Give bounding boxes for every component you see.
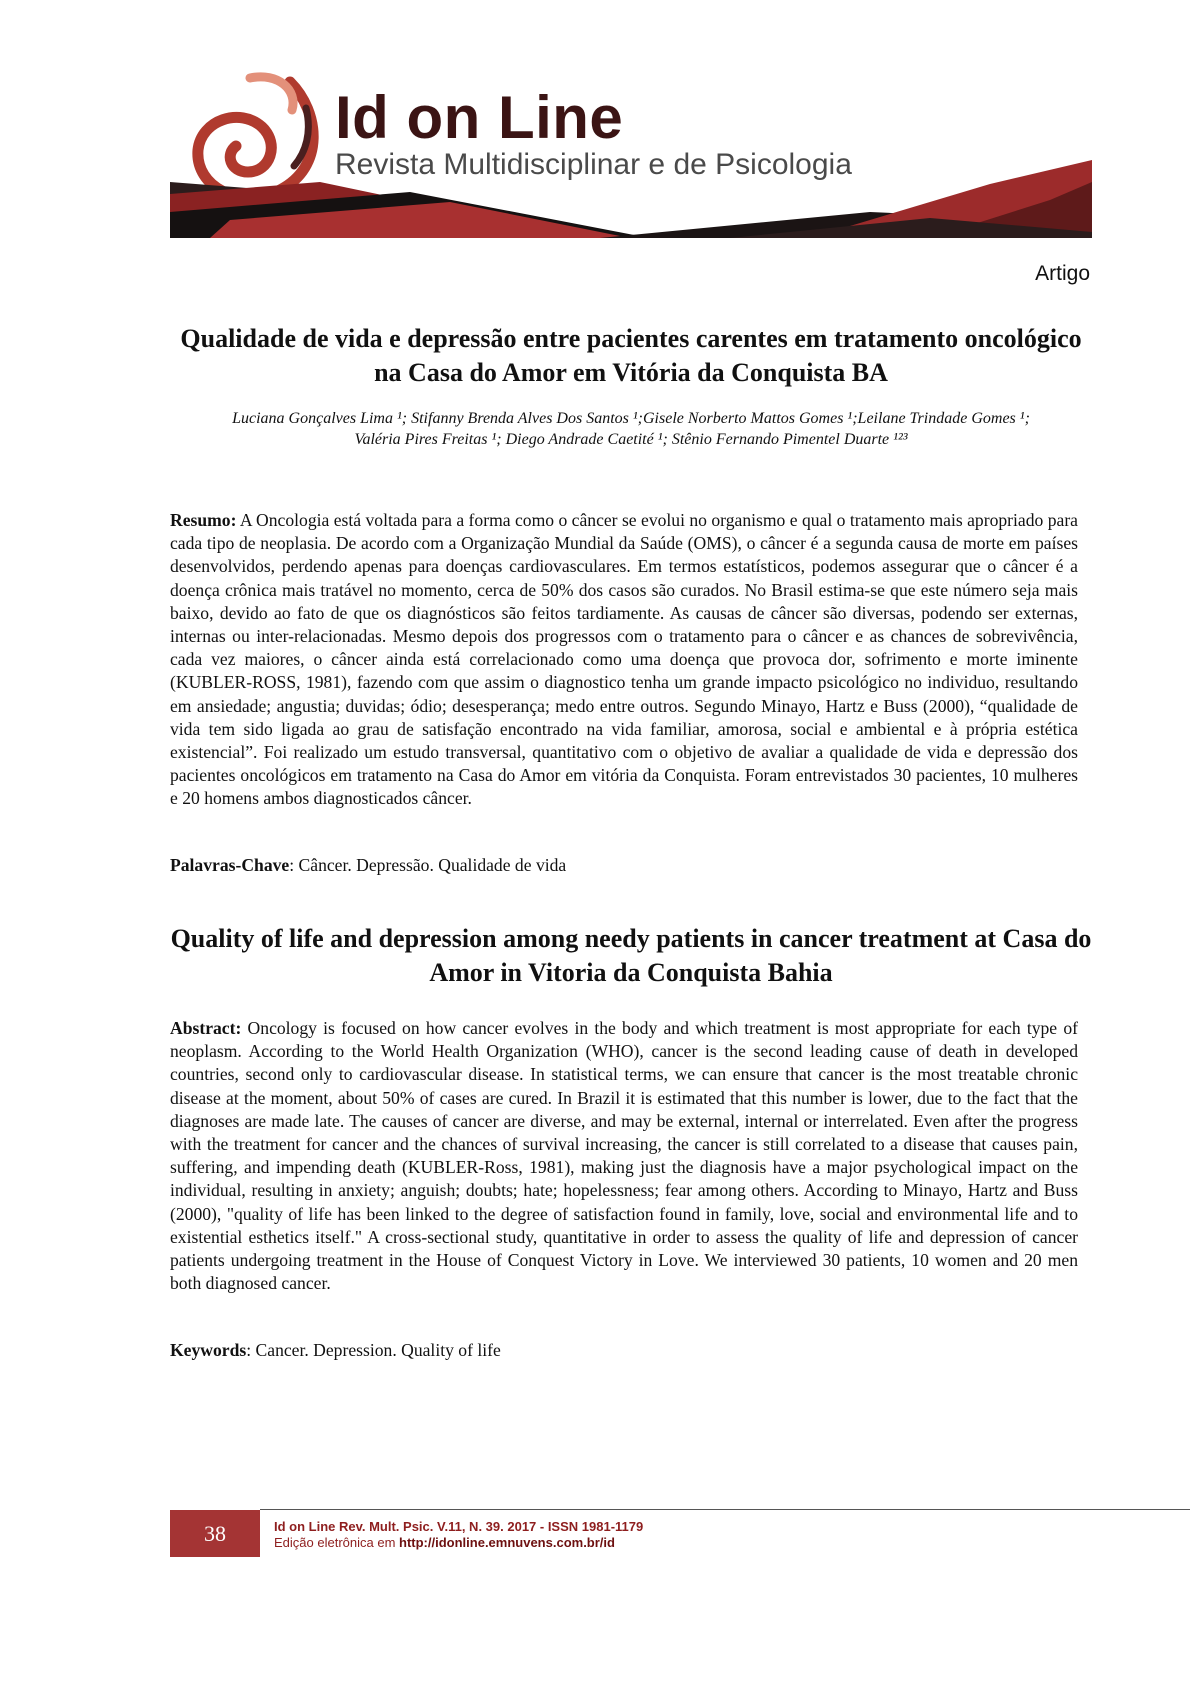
footer-edition-prefix: Edição eletrônica em xyxy=(274,1535,400,1550)
keywords-pt-label: Palavras-Chave xyxy=(170,855,290,875)
journal-header xyxy=(170,72,1092,238)
journal-logo-subtitle: Revista Multidisciplinar e de Psicologia xyxy=(335,148,852,181)
title-english: Quality of life and depression among needy patients in cancer treatment at Casa do Amor in Vitoria da Conquista Bahia xyxy=(170,924,1092,987)
keywords-portuguese xyxy=(170,854,1078,877)
keywords-en-text: : Cancer. Depression. Quality of life xyxy=(246,1340,501,1360)
abstract-english xyxy=(170,1017,1078,1295)
article-type-label: Artigo xyxy=(1035,262,1090,285)
page-footer xyxy=(170,1509,1190,1557)
page-number: 38 xyxy=(170,1510,260,1557)
footer-url-link[interactable]: http://idonline.emnuvens.com.br/id xyxy=(399,1535,615,1550)
keywords-english xyxy=(170,1339,1078,1362)
journal-logo-title: Id on Line xyxy=(335,84,624,151)
abstract-en-label: Abstract: xyxy=(170,1018,242,1038)
authors-line-1: Luciana Gonçalves Lima ¹; Stifanny Brenda Alves Dos Santos ¹;Gisele Norberto Mattos Gomes ¹;Leilane Trindade Gomes ¹; xyxy=(232,410,1030,427)
abstract-pt-text: A Oncologia está voltada para a forma como o câncer se evolui no organismo e qual o tratamento mais apropriado para cada tipo de neoplasia. De acordo com a Organização Mundial da Saúde (OMS), o câncer é a segunda causa de morte em países desenvolvidos, perdendo apenas para doenças cardiovasculares. Em termos estatísticos, podemos assegurar que o câncer é a doença crônica mais tratável no momento, cerca de 50% dos casos são curados. No Brasil estima-se que este número seja mais baixo, devido ao fato de que os diagnósticos são feitos tardiamente. As causas de câncer são diversas, podendo ser externas, internas ou inter-relacionadas. Mesmo depois dos progressos com o tratamento para o câncer e as chances de sobrevivência, cada vez maiores, o câncer ainda está correlacionado como uma doença que provoca dor, sofrimento e morte iminente (KUBLER-ROSS, 1981), fazendo com que assim o diagnostico tenha um grande impacto psicológico no individuo, resultando em ansiedade; angustia; duvidas; ódio; desesperança; medo entre outros. Segundo Minayo, Hartz e Buss (2000), “qualidade de vida tem sido ligada ao grau de satisfação encontrado na vida familiar, amorosa, social e ambiental e à própria estética existencial”. Foi realizado um estudo transversal, quantitativo com o objetivo de avaliar a qualidade de vida e depressão dos pacientes oncológicos em tratamento na Casa do Amor em vitória da Conquista. Foram entrevistados 30 pacientes, 10 mulheres e 20 homens ambos diagnosticados câncer. xyxy=(170,510,1078,809)
footer-journal-info: Id on Line Rev. Mult. Psic. V.11, N. 39. 2017 - ISSN 1981-1179 xyxy=(274,1519,644,1534)
footer-edition xyxy=(274,1535,643,1551)
footer-divider xyxy=(260,1509,1190,1510)
spiral-logo-icon xyxy=(198,77,313,198)
keywords-en-label: Keywords xyxy=(170,1340,247,1360)
abstract-en-text: Oncology is focused on how cancer evolves in the body and which treatment is most appropriate for each type of neoplasm. According to the World Health Organization (WHO), cancer is the second leading cause of death in developed countries, second only to cardiovascular disease. In statistical terms, we can ensure that cancer is the most treatable chronic disease at the moment, about 50% of cases are cured. In Brazil it is estimated that this number is lower, due to the fact that the diagnoses are made late. The causes of cancer are diverse, and may be external, internal or interrelated. Even after the progress with the treatment for cancer and the chances of survival increasing, the cancer is still correlated to a disease that causes pain, suffering, and impending death (KUBLER-Ross, 1981), making just the diagnosis have a major psychological impact on the individual, resulting in anxiety; anguish; doubts; hate; hopelessness; fear among others. According to Minayo, Hartz and Buss (2000), "quality of life has been linked to the degree of satisfaction found in family, love, social and environmental life and to existential esthetics itself." A cross-sectional study, quantitative in order to assess the quality of life and depression of cancer patients undergoing treatment in the House of Conquest Victory in Love. We interviewed 30 patients, 10 women and 20 men both diagnosed cancer. xyxy=(170,1018,1078,1294)
keywords-pt-text: : Câncer. Depressão. Qualidade de vida xyxy=(289,855,567,875)
abstract-pt-label: Resumo: xyxy=(170,510,237,530)
abstract-portuguese xyxy=(170,509,1078,811)
author-list xyxy=(170,408,1092,450)
footer-citation xyxy=(274,1519,643,1551)
authors-line-2: Valéria Pires Freitas ¹; Diego Andrade Caetité ¹; Stênio Fernando Pimentel Duarte ¹²³ xyxy=(354,431,908,448)
title-portuguese: Qualidade de vida e depressão entre pacientes carentes em tratamento oncológico na Casa do Amor em Vitória da Conquista BA xyxy=(180,324,1082,387)
